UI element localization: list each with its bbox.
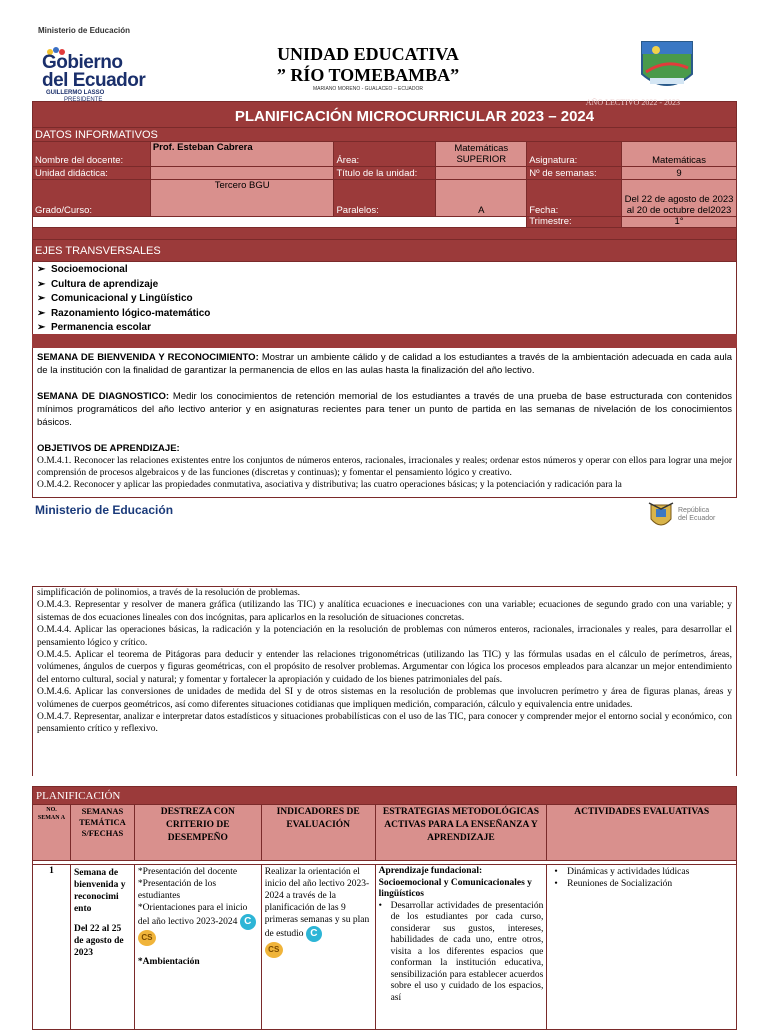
- bienvenida-paragraph: SEMANA DE BIENVENIDA Y RECONOCIMIENTO: Mostrar un ambiente cálido y de calidad a los estudiantes a través de la ambientación adecuada en cada aula de la institución con la finalidad de garantizar la permanencia de ellos en las aulas hasta la finalización del año lectivo.: [37, 352, 732, 376]
- paralelos-label: Paralelos:: [334, 180, 436, 217]
- eje-item: ➢ Comunicacional y Lingüístico: [37, 293, 193, 304]
- planificacion-title: PLANIFICACIÓN: [33, 787, 737, 805]
- docente-label: Nombre del docente:: [33, 142, 151, 167]
- asignatura-value: Matemáticas: [622, 142, 737, 167]
- om1-text: O.M.4.1. Reconocer las relaciones existentes entre los conjuntos de números enteros, racionales, irracionales y reales; ordenar estos números y operar con ellos para lograr una mejor comprensión de procesos algebraicos y de las funciones (discretas y continuas); y fomentar el pensamiento lógico y creativo.: [37, 456, 732, 478]
- gobierno-ecuador-logo: [38, 50, 150, 108]
- estrategia-item: • Desarrollar actividades de presentación de los estudiantes por cada curso, considerar sus gustos, intereses, habilidades de cada uno, entre otros, visita a los diferentes espacios que conforman la institución educativa, sensibilización para establecer acuerdos sobre el uso y cuidado de los espacios, así: [378, 900, 544, 1003]
- coat-of-arms-icon: [648, 501, 674, 531]
- ejes-list: [32, 262, 737, 334]
- asignatura-label: Asignatura:: [527, 142, 622, 167]
- om2-cont-text: simplificación de polinomios, a través de la resolución de problemas.: [37, 588, 301, 598]
- actividad-item: • Reuniones de Socialización: [554, 879, 673, 889]
- titulo-value: [436, 167, 527, 180]
- col-header-actividades: ACTIVIDADES EVALUATIVAS: [547, 805, 737, 861]
- trimestre-label: Trimestre:: [527, 217, 622, 228]
- row-estrategia: [375, 865, 547, 1030]
- area-label: Área:: [334, 142, 436, 167]
- school-title-line1: UNIDAD EDUCATIVA: [277, 44, 459, 64]
- row-indicador: Realizar la orientación el inicio del año lectivo 2023-2024 a través de la planificación de las 9 primeras semanas y su plan de estudio C CS: [261, 865, 375, 1030]
- om6-text: O.M.4.6. Aplicar las conversiones de unidades de medida del SI y de otros sistemas en la resolución de problemas que involucren perímetro y área de figuras planas, áreas y volúmenes de cuerpos geométricos, así como diferentes situaciones cotidianas que impliquen medición, comparación, cálculo y equivalencia entre unidades.: [37, 687, 732, 710]
- school-title-line2: ” RÍO TOMEBAMBA”: [276, 65, 460, 85]
- objetivos-label: OBJETIVOS DE APRENDIZAJE:: [37, 443, 180, 454]
- diagnostico-paragraph: SEMANA DE DIAGNOSTICO: Medir los conocimientos de retención memorial de los estudiantes a través de una prueba de base estructurada con contenidos mínimos programáticos del año lectivo anterior y en asignaturas recientes para tener un punto de partida en las semanas de nivelación de los conocimientos básicos.: [37, 391, 732, 428]
- col-header-indicadores: INDICADORES DE EVALUACIÓN: [261, 805, 375, 861]
- col-header-no: NO. SEMAN A: [33, 805, 71, 861]
- eje-item: ➢ Socioemocional: [37, 264, 128, 275]
- school-address: MARIANO MORENO - GUALACEO – ECUADOR: [312, 86, 423, 92]
- om7-text: O.M.4.7. Representar, analizar e interpretar datos estadísticos y situaciones probabilísticas con el uso de las TIC, para conocer y comprender mejor el entorno social y económico, con pensamiento crítico y reflexivo.: [37, 712, 732, 735]
- row-semana-fecha: Del 22 al 25 de agosto de 2023: [73, 924, 124, 958]
- titulo-label: Título de la unidad:: [334, 167, 436, 180]
- gob-line1: Gobierno: [42, 52, 123, 73]
- republica-line2: del Ecuador: [678, 515, 716, 522]
- plan-title: PLANIFICACIÓN MICROCURRICULAR 2023 – 2024: [234, 108, 595, 125]
- semanas-value: 9: [622, 167, 737, 180]
- om4-text: O.M.4.4. Aplicar las operaciones básicas, la radicación y la potenciación en la resolución de problemas con números enteros, racionales, irracionales y reales, para desarrollar el pensamiento lógico y crítico.: [37, 625, 732, 648]
- ministerio-footer: Ministerio de Educación: [35, 503, 174, 517]
- republica-line1: República: [678, 507, 710, 514]
- gob-line4: PRESIDENTE: [64, 97, 103, 103]
- estrategia-title: Aprendizaje fundacional: Socioemocional y Comunicacionales y lingüísticos: [378, 866, 532, 899]
- destreza-item: *Orientaciones para el inicio del año lectivo 2023-2024 CCS: [138, 902, 258, 946]
- semanas-box: [32, 348, 737, 498]
- datos-informativos-title: DATOS INFORMATIVOS: [33, 128, 737, 142]
- blank-row: [33, 217, 527, 228]
- fecha-label: Fecha:: [527, 180, 622, 217]
- row-actividades: [547, 865, 737, 1030]
- destreza-item: *Presentación de los estudiantes: [137, 879, 217, 901]
- paralelos-value: A: [436, 180, 527, 217]
- area-value-line2: SUPERIOR: [456, 154, 507, 165]
- unidad-value: [150, 167, 334, 180]
- year-label: AÑO LECTIVO 2022 - 2023: [585, 98, 680, 107]
- area-value-line1: Matemáticas: [454, 143, 509, 154]
- destreza-item: *Ambientación: [137, 957, 200, 967]
- school-title: [190, 44, 546, 86]
- row-semana: [70, 865, 134, 1030]
- trimestre-value: 1°: [622, 217, 737, 228]
- row-no: 1: [33, 865, 71, 1030]
- col-header-estrategias: ESTRATEGIAS METODOLÓGICAS ACTIVAS PARA LA ENSEÑANZA Y APRENDIZAJE: [375, 805, 547, 861]
- grado-value: Tercero BGU: [150, 180, 334, 217]
- classroom-c-icon[interactable]: C: [306, 926, 322, 942]
- planificacion-table: [32, 786, 737, 1030]
- om5-text: O.M.4.5. Aplicar el teorema de Pitágoras para deducir y entender las relaciones trigonométricas (utilizando las TIC) y las fórmulas usadas en el cálculo de perímetros, áreas, volúmenes, ángulos de cuerpos y figuras geométricas, con el propósito de resolver problemas. Argumentar con lógica los procesos empleados para alcanzar un mejor entendimiento del entorno cultural, social y natural; y fomentar y fortalecer la apropiación y cuidado de los bienes patrimoniales del país.: [37, 650, 732, 685]
- spacer-bar-2: [32, 334, 737, 348]
- classroom-cs-icon[interactable]: CS: [138, 930, 156, 946]
- area-value: [436, 142, 527, 167]
- eje-item: ➢ Cultura de aprendizaje: [37, 278, 159, 290]
- grado-label: Grado/Curso:: [33, 180, 151, 217]
- col-header-semanas: SEMANAS TEMÁTICA S/FECHAS: [70, 805, 134, 861]
- gob-line3: GUILLERMO LASSO: [46, 90, 105, 96]
- fecha-value: Del 22 de agosto de 2023 al 20 de octubre del2023: [622, 180, 737, 217]
- row-semana-title: Semana de bienvenida y reconocimi ento: [73, 868, 126, 914]
- school-crest-icon: [640, 38, 694, 94]
- om2-text: O.M.4.2. Reconocer y aplicar las propiedades conmutativa, asociativa y distributiva; las cuatro operaciones básicas; y la potenciación y radicación para la: [37, 480, 622, 490]
- spacer-bar: [33, 228, 737, 240]
- eje-item: ➢ Razonamiento lógico-matemático: [37, 307, 211, 319]
- semanas-label: Nº de semanas:: [527, 167, 622, 180]
- gob-line2: del Ecuador: [42, 70, 146, 91]
- actividad-item: • Dinámicas y actividades lúdicas: [554, 867, 690, 877]
- eje-item: ➢ Permanencia escolar: [37, 322, 151, 333]
- unidad-label: Unidad didáctica:: [33, 167, 151, 180]
- ejes-title: EJES TRANSVERSALES: [33, 240, 737, 262]
- om3-text: O.M.4.3. Representar y resolver de manera gráfica (utilizando las TIC) y analítica ecuaciones e inecuaciones con una variable; ecuaciones de segundo grado con una variable; y sistemas de dos ecuaciones lineales con dos incógnitas, para aplicarlos en la resolución de situaciones concretas.: [37, 600, 732, 623]
- republica-footer-logo: [648, 501, 728, 533]
- col-header-destreza: DESTREZA CON CRITERIO DE DESEMPEÑO: [134, 805, 261, 861]
- row-destreza: [134, 865, 261, 1030]
- objetivos-box: [32, 586, 737, 776]
- ministerio-header-label: Ministerio de Educación: [38, 26, 131, 35]
- classroom-cs-icon[interactable]: CS: [265, 942, 283, 958]
- classroom-c-icon[interactable]: C: [240, 914, 256, 930]
- table-row: [33, 865, 737, 1030]
- destreza-item: *Presentación del docente: [137, 867, 238, 877]
- docente-value: Prof. Esteban Cabrera: [150, 142, 334, 167]
